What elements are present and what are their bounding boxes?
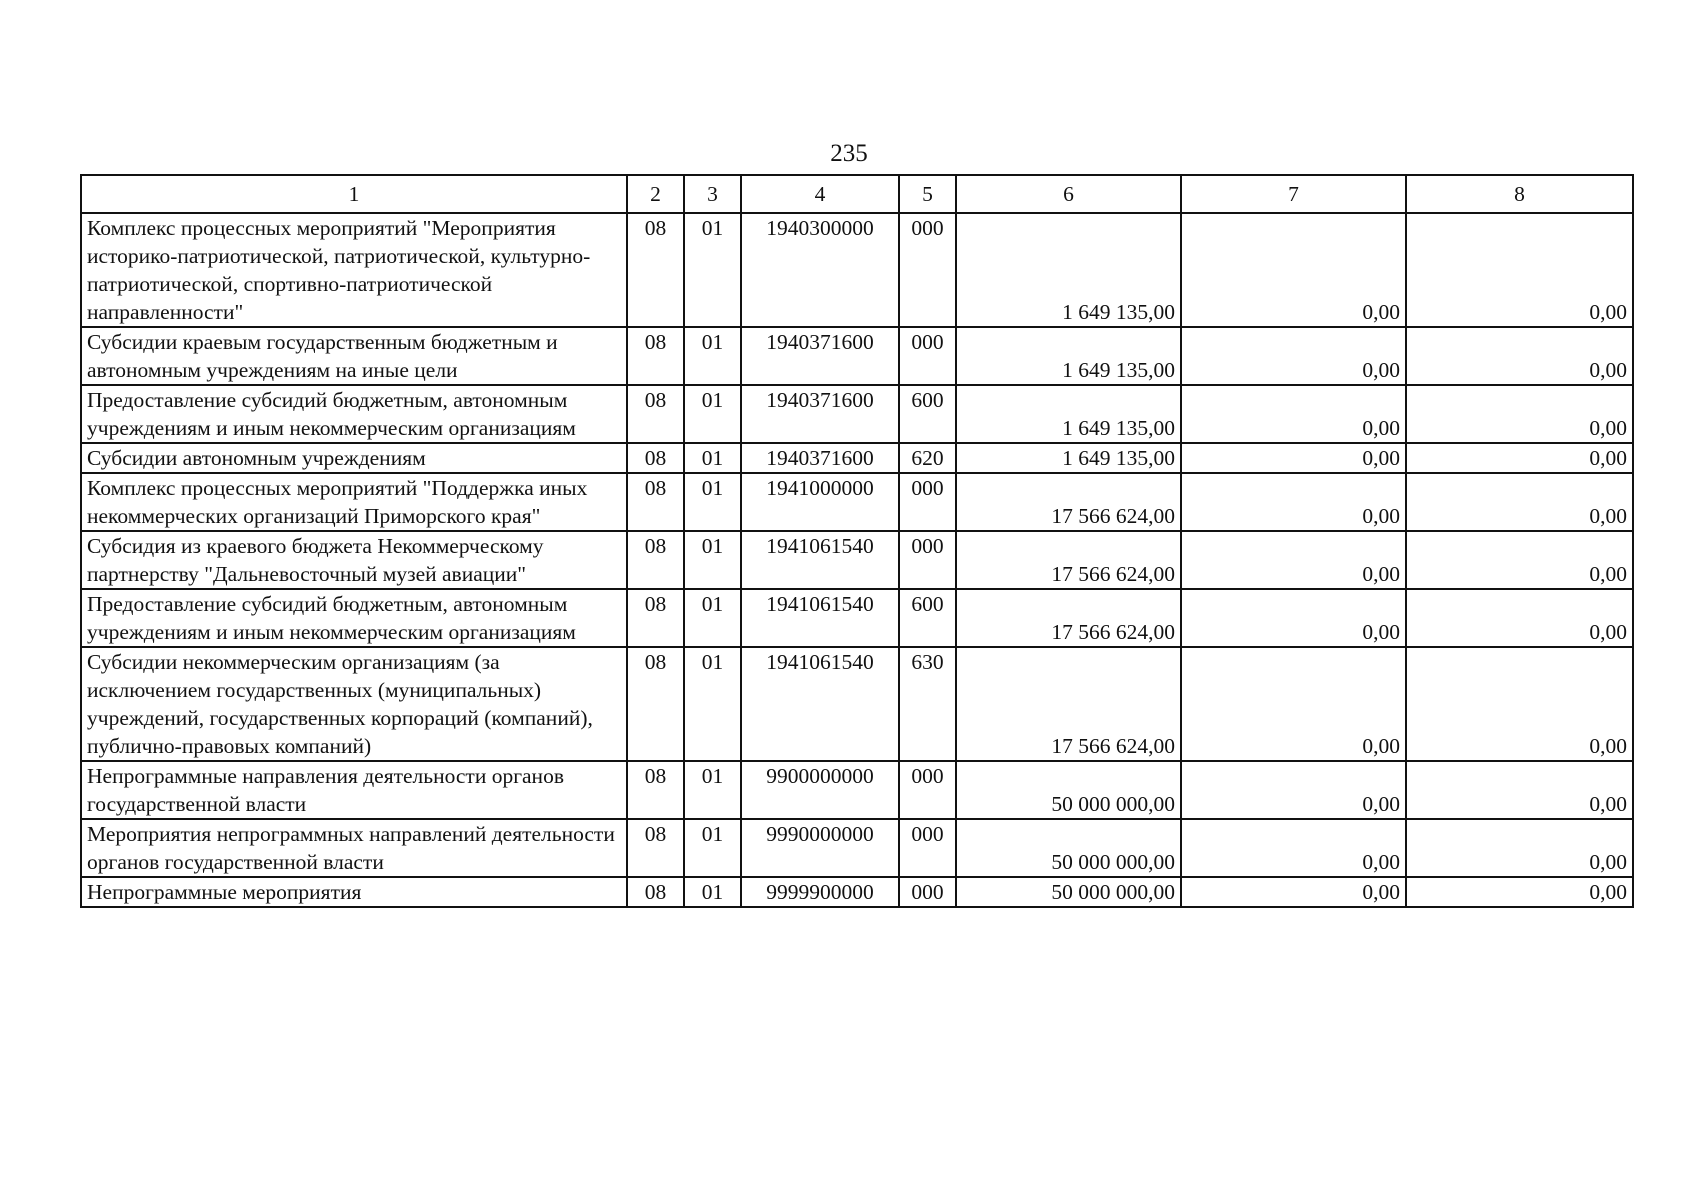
item-name: Мероприятия непрограммных направлений деятельности органов государственной власти bbox=[81, 819, 627, 877]
table-row bbox=[81, 473, 1633, 531]
expense-type-code: 630 bbox=[899, 647, 956, 761]
section-code: 08 bbox=[627, 877, 684, 907]
section-code: 08 bbox=[627, 819, 684, 877]
target-article-code: 1940371600 bbox=[741, 443, 899, 473]
amount-col-6: 17 566 624,00 bbox=[956, 647, 1181, 761]
section-code: 08 bbox=[627, 327, 684, 385]
table-row bbox=[81, 761, 1633, 819]
column-header-5: 5 bbox=[899, 175, 956, 213]
subsection-code: 01 bbox=[684, 473, 741, 531]
amount-col-7: 0,00 bbox=[1181, 443, 1406, 473]
table-row bbox=[81, 877, 1633, 907]
column-header-6: 6 bbox=[956, 175, 1181, 213]
target-article-code: 1940371600 bbox=[741, 327, 899, 385]
item-name: Комплекс процессных мероприятий "Поддержка иных некоммерческих организаций Приморского края" bbox=[81, 473, 627, 531]
expense-type-code: 000 bbox=[899, 213, 956, 327]
section-code: 08 bbox=[627, 213, 684, 327]
subsection-code: 01 bbox=[684, 877, 741, 907]
amount-col-8: 0,00 bbox=[1406, 761, 1633, 819]
amount-col-8: 0,00 bbox=[1406, 443, 1633, 473]
amount-col-6: 1 649 135,00 bbox=[956, 385, 1181, 443]
item-name: Предоставление субсидий бюджетным, автономным учреждениям и иным некоммерческим организациям bbox=[81, 385, 627, 443]
subsection-code: 01 bbox=[684, 761, 741, 819]
subsection-code: 01 bbox=[684, 819, 741, 877]
amount-col-8: 0,00 bbox=[1406, 531, 1633, 589]
item-name: Непрограммные направления деятельности органов государственной власти bbox=[81, 761, 627, 819]
expense-type-code: 000 bbox=[899, 473, 956, 531]
amount-col-8: 0,00 bbox=[1406, 819, 1633, 877]
amount-col-7: 0,00 bbox=[1181, 213, 1406, 327]
column-header-2: 2 bbox=[627, 175, 684, 213]
amount-col-7: 0,00 bbox=[1181, 819, 1406, 877]
amount-col-8: 0,00 bbox=[1406, 327, 1633, 385]
subsection-code: 01 bbox=[684, 647, 741, 761]
amount-col-7: 0,00 bbox=[1181, 385, 1406, 443]
amount-col-7: 0,00 bbox=[1181, 761, 1406, 819]
amount-col-8: 0,00 bbox=[1406, 385, 1633, 443]
target-article-code: 1940300000 bbox=[741, 213, 899, 327]
target-article-code: 9999900000 bbox=[741, 877, 899, 907]
item-name: Комплекс процессных мероприятий "Мероприятия историко-патриотической, патриотической, культурно-патриотической, спортивно-патриотической направленности" bbox=[81, 213, 627, 327]
amount-col-6: 17 566 624,00 bbox=[956, 531, 1181, 589]
subsection-code: 01 bbox=[684, 327, 741, 385]
section-code: 08 bbox=[627, 473, 684, 531]
table-row bbox=[81, 531, 1633, 589]
amount-col-7: 0,00 bbox=[1181, 647, 1406, 761]
amount-col-6: 17 566 624,00 bbox=[956, 473, 1181, 531]
subsection-code: 01 bbox=[684, 443, 741, 473]
amount-col-7: 0,00 bbox=[1181, 327, 1406, 385]
target-article-code: 9990000000 bbox=[741, 819, 899, 877]
expense-type-code: 000 bbox=[899, 327, 956, 385]
page-number: 235 bbox=[830, 140, 868, 167]
column-header-4: 4 bbox=[741, 175, 899, 213]
section-code: 08 bbox=[627, 531, 684, 589]
amount-col-6: 50 000 000,00 bbox=[956, 761, 1181, 819]
amount-col-6: 17 566 624,00 bbox=[956, 589, 1181, 647]
amount-col-6: 1 649 135,00 bbox=[956, 443, 1181, 473]
section-code: 08 bbox=[627, 761, 684, 819]
amount-col-7: 0,00 bbox=[1181, 531, 1406, 589]
amount-col-8: 0,00 bbox=[1406, 589, 1633, 647]
subsection-code: 01 bbox=[684, 385, 741, 443]
section-code: 08 bbox=[627, 443, 684, 473]
section-code: 08 bbox=[627, 385, 684, 443]
amount-col-6: 50 000 000,00 bbox=[956, 819, 1181, 877]
subsection-code: 01 bbox=[684, 531, 741, 589]
item-name: Субсидия из краевого бюджета Некоммерческому партнерству "Дальневосточный музей авиации" bbox=[81, 531, 627, 589]
column-header-8: 8 bbox=[1406, 175, 1633, 213]
item-name: Субсидии краевым государственным бюджетным и автономным учреждениям на иные цели bbox=[81, 327, 627, 385]
table-row bbox=[81, 327, 1633, 385]
item-name: Субсидии некоммерческим организациям (за исключением государственных (муниципальных) учреждений, государственных корпораций (компаний), публично-правовых компаний) bbox=[81, 647, 627, 761]
expense-type-code: 000 bbox=[899, 877, 956, 907]
table-row bbox=[81, 589, 1633, 647]
amount-col-8: 0,00 bbox=[1406, 877, 1633, 907]
target-article-code: 1941061540 bbox=[741, 647, 899, 761]
amount-col-7: 0,00 bbox=[1181, 589, 1406, 647]
amount-col-6: 1 649 135,00 bbox=[956, 213, 1181, 327]
amount-col-8: 0,00 bbox=[1406, 213, 1633, 327]
expense-type-code: 600 bbox=[899, 589, 956, 647]
column-header-3: 3 bbox=[684, 175, 741, 213]
target-article-code: 1941061540 bbox=[741, 589, 899, 647]
amount-col-8: 0,00 bbox=[1406, 473, 1633, 531]
target-article-code: 1940371600 bbox=[741, 385, 899, 443]
amount-col-7: 0,00 bbox=[1181, 877, 1406, 907]
expense-type-code: 000 bbox=[899, 531, 956, 589]
target-article-code: 1941000000 bbox=[741, 473, 899, 531]
column-header-1: 1 bbox=[81, 175, 627, 213]
item-name: Предоставление субсидий бюджетным, автономным учреждениям и иным некоммерческим организациям bbox=[81, 589, 627, 647]
budget-table bbox=[80, 174, 1634, 908]
subsection-code: 01 bbox=[684, 213, 741, 327]
amount-col-6: 1 649 135,00 bbox=[956, 327, 1181, 385]
amount-col-8: 0,00 bbox=[1406, 647, 1633, 761]
amount-col-7: 0,00 bbox=[1181, 473, 1406, 531]
header-row bbox=[81, 175, 1633, 213]
table-row bbox=[81, 385, 1633, 443]
item-name: Субсидии автономным учреждениям bbox=[81, 443, 627, 473]
item-name: Непрограммные мероприятия bbox=[81, 877, 627, 907]
amount-col-6: 50 000 000,00 bbox=[956, 877, 1181, 907]
column-header-7: 7 bbox=[1181, 175, 1406, 213]
section-code: 08 bbox=[627, 647, 684, 761]
section-code: 08 bbox=[627, 589, 684, 647]
expense-type-code: 000 bbox=[899, 761, 956, 819]
table-row bbox=[81, 213, 1633, 327]
expense-type-code: 620 bbox=[899, 443, 956, 473]
expense-type-code: 600 bbox=[899, 385, 956, 443]
table-row bbox=[81, 443, 1633, 473]
table-row bbox=[81, 647, 1633, 761]
table-row bbox=[81, 819, 1633, 877]
target-article-code: 1941061540 bbox=[741, 531, 899, 589]
expense-type-code: 000 bbox=[899, 819, 956, 877]
subsection-code: 01 bbox=[684, 589, 741, 647]
target-article-code: 9900000000 bbox=[741, 761, 899, 819]
